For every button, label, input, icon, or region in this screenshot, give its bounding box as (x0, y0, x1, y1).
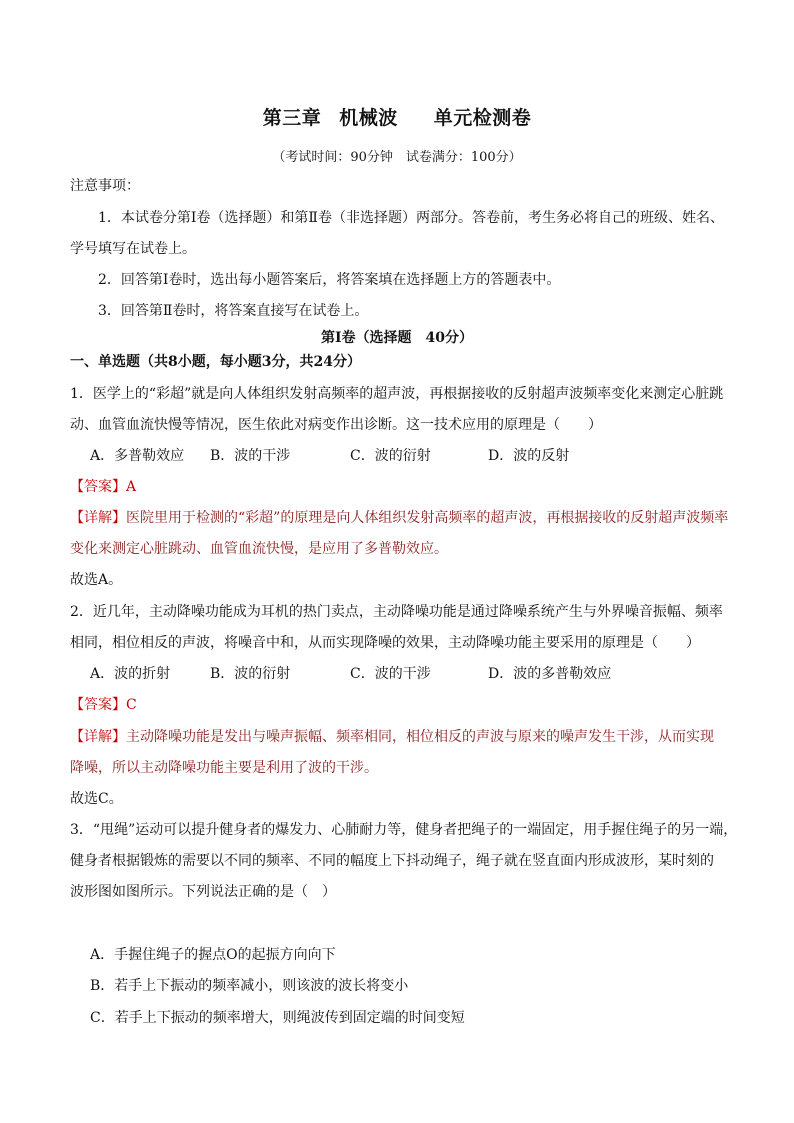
q3-option-c: C．若手上下振动的频率增大，则绳波传到固定端的时间变短 (90, 1010, 465, 1026)
q2-detail-line-2: 降噪，所以主动降噪功能主要是利用了波的干涉。 (70, 760, 378, 776)
q3-stem-line-1: 3．“甩绳”运动可以提升健身者的爆发力、心肺耐力等，健身者把绳子的一端固定，用手握住绳子的另一端， (70, 822, 738, 838)
q1-detail-line-1 (70, 508, 730, 528)
q3-option-a: A．手握住绳子的握点O的起振方向向下 (90, 947, 336, 963)
q2-answer (70, 695, 730, 715)
q2-stem-line-2: 相同，相位相反的声波，将噪音中和，从而实现降噪的效果，主动降噪功能主要采用的原理是（ ） (70, 635, 700, 651)
chapter-label: 第三章 (262, 107, 322, 129)
q2-conclusion: 故选C。 (70, 791, 123, 807)
q1-answer (70, 477, 730, 497)
q3-stem-line-2: 健身者根据锻炼的需要以不同的频率、不同的幅度上下抖动绳子，绳子就在竖直面内形成波形，某时刻的 (70, 853, 714, 869)
answer-label: 【答案】 (70, 697, 126, 713)
q1-option-d: D．波的反射 (488, 448, 570, 464)
chapter-topic: 机械波 (339, 107, 398, 129)
notice-item-1-line-1: 1．本试卷分第Ⅰ卷（选择题）和第Ⅱ卷（非选择题）两部分。答卷前，考生务必将自己的班级、姓名、 (98, 210, 724, 226)
detail-text: 医院里用于检测的“彩超”的原理是向人体组织发射高频率的超声波，再根据接收的反射超声波频率 (126, 510, 729, 526)
q2-stem-line-1: 2．近几年，主动降噪功能成为耳机的热门卖点，主动降噪功能是通过降噪系统产生与外界噪音振幅、频率 (70, 604, 723, 620)
exam-info: （考试时间：90分钟 试卷满分：100分） (272, 150, 522, 165)
answer-value: A (126, 479, 137, 495)
q1-option-c: C．波的衍射 (350, 448, 431, 464)
q1-option-a: A．多普勒效应 (90, 448, 185, 464)
q1-conclusion: 故选A。 (70, 572, 123, 588)
detail-label: 【详解】 (70, 729, 126, 745)
notice-item-2: 2．回答第Ⅰ卷时，选出每小题答案后，将答案填在选择题上方的答题表中。 (98, 272, 561, 288)
notice-heading: 注意事项： (70, 178, 140, 194)
part-heading: 一、单选题（共8小题，每小题3分，共24分） (70, 354, 361, 370)
q1-option-b: B．波的干涉 (210, 448, 291, 464)
page-title (0, 103, 794, 130)
q1-options (90, 446, 628, 466)
q1-detail-line-2: 变化来测定心脏跳动、血管血流快慢，是应用了多普勒效应。 (70, 541, 448, 557)
q1-stem-line-1: 1．医学上的“彩超”就是向人体组织发射高频率的超声波，再根据接收的反射超声波频率变化来测定心脏跳 (70, 386, 724, 402)
answer-value: C (126, 697, 137, 713)
detail-text: 主动降噪功能是发出与噪声振幅、频率相同，相位相反的声波与原来的噪声发生干涉，从而实现 (126, 729, 714, 745)
detail-label: 【详解】 (70, 510, 126, 526)
section-title: 第Ⅰ卷（选择题 40分） (320, 330, 474, 346)
q2-option-c: C．波的干涉 (350, 666, 431, 682)
q2-option-d: D．波的多普勒效应 (488, 666, 612, 682)
q1-stem-line-2: 动、血管血流快慢等情况，医生依此对病变作出诊断。这一技术应用的原理是（ ） (70, 417, 602, 433)
exam-name: 单元检测卷 (433, 107, 532, 129)
q3-option-b: B．若手上下振动的频率减小，则该波的波长将变小 (90, 978, 409, 994)
q2-detail-line-1 (70, 727, 730, 747)
q2-option-a: A．波的折射 (90, 666, 171, 682)
q2-options (90, 664, 628, 684)
q2-option-b: B．波的衍射 (210, 666, 291, 682)
q3-stem-line-3: 波形图如图所示。下列说法正确的是（ ） (70, 884, 336, 900)
notice-item-1-line-2: 学号填写在试卷上。 (70, 241, 196, 257)
answer-label: 【答案】 (70, 479, 126, 495)
notice-item-3: 3．回答第Ⅱ卷时，将答案直接写在试卷上。 (98, 303, 369, 319)
